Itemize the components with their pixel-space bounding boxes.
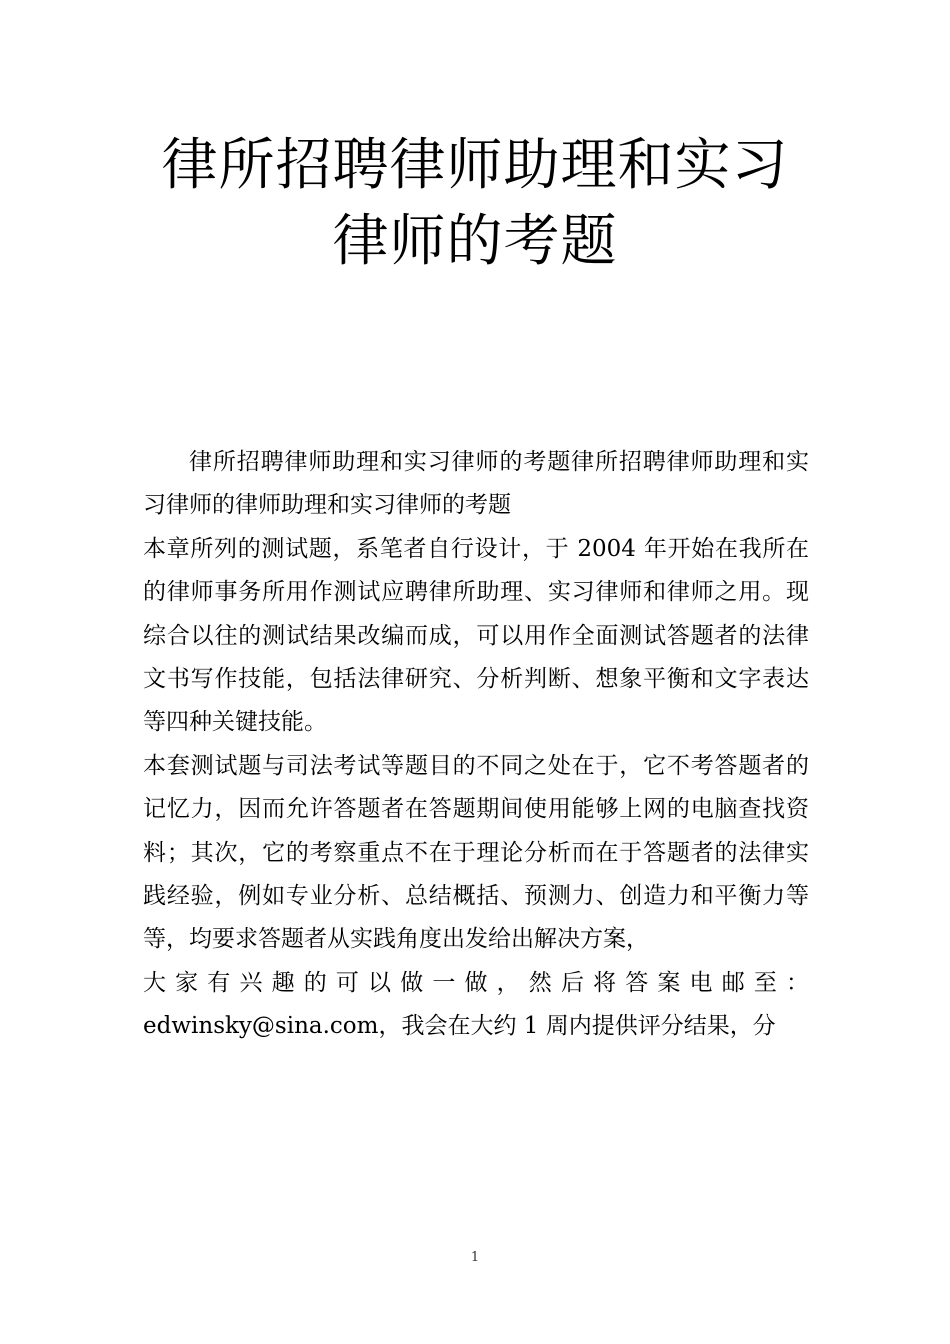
document-body <box>143 441 809 1049</box>
paragraph-origin: 本章所列的测试题，系笔者自行设计，于 2004 年开始在我所在的律师事务所用作测试应聘律所助理、实习律师和律师之用。现综合以往的测试结果改编而成，可以用作全面测试答题者的法律文书写作技能，包括法律研究、分析判断、想象平衡和文字表达等四种关键技能。 <box>143 535 809 736</box>
paragraph-invitation: 大家有兴趣的可以做一做，然后将答案电邮至： <box>143 969 809 996</box>
title-line-2: 律师的考题 <box>332 209 618 274</box>
page-number: 1 <box>470 1250 480 1265</box>
document-title <box>100 128 850 280</box>
title-line-1: 律所招聘律师助理和实习 <box>161 133 789 198</box>
paragraph-intro: 律所招聘律师助理和实习律师的考题律所招聘律师助理和实习律师的律师助理和实习律师的考题 <box>143 449 809 519</box>
paragraph-difference: 本套测试题与司法考试等题目的不同之处在于，它不考答题者的记忆力，因而允许答题者在答题期间使用能够上网的电脑查找资料；其次，它的考察重点不在于理论分析而在于答题者的法律实践经验，例如专业分析、总结概括、预测力、创造力和平衡力等等，均要求答题者从实践角度出发给出解决方案， <box>143 752 809 953</box>
paragraph-email: edwinsky@sina.com，我会在大约 1 周内提供评分结果，分 <box>143 1013 776 1040</box>
